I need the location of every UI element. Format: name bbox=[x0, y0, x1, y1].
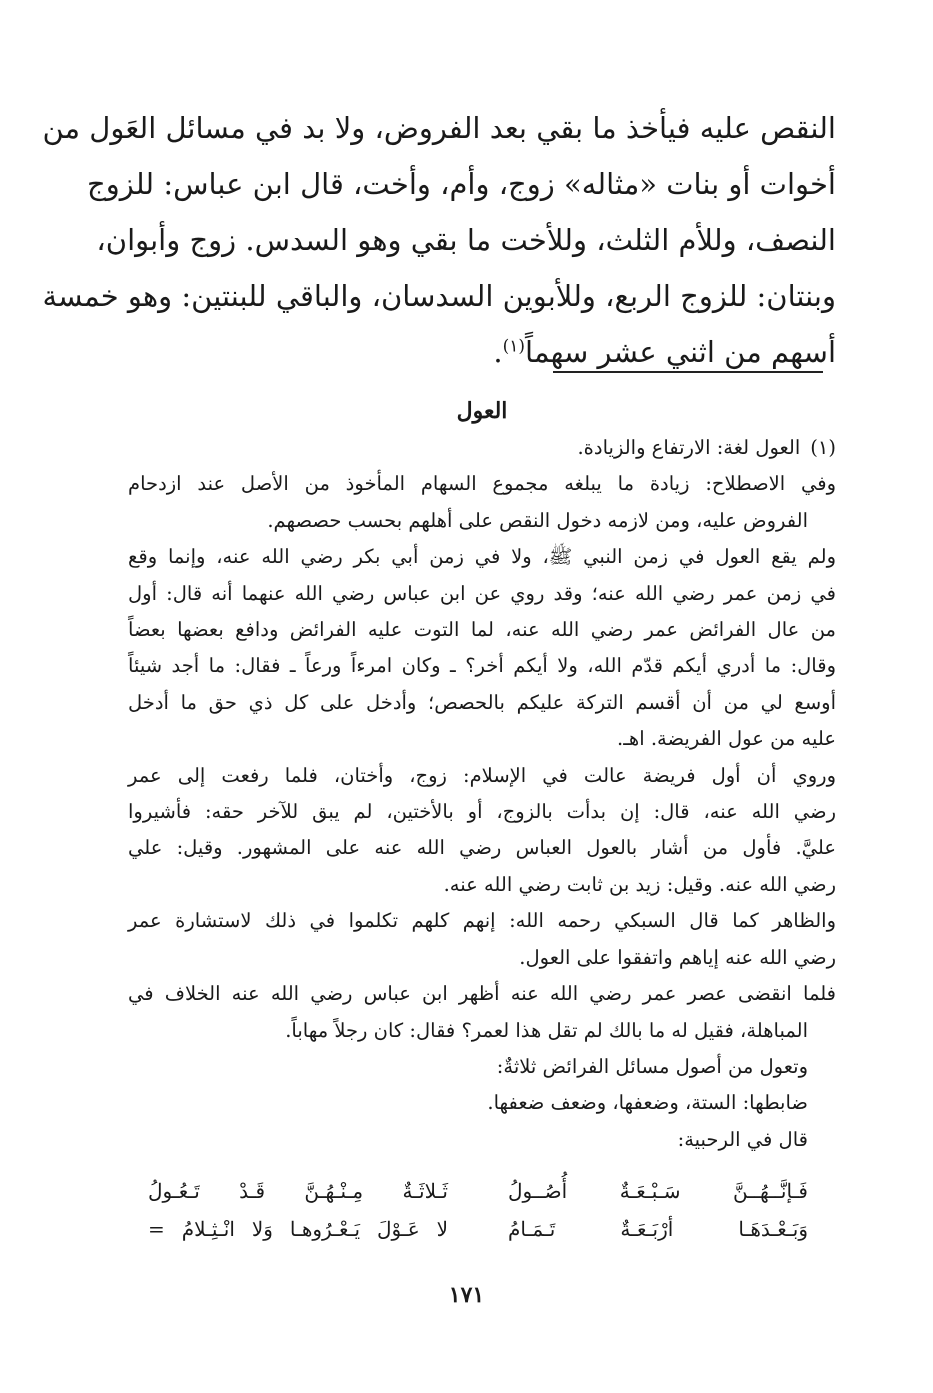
footnote-line: وفي الاصطلاح: زيادة ما يبلغه مجموع السهام المأخوذ من الأصل عند ازدحام bbox=[128, 472, 836, 496]
poem-verse bbox=[128, 1210, 836, 1248]
footnote-line: فلما انقضى عصر عمر رضي الله عنه أظهر ابن عباس رضي الله عنه الخلاف في bbox=[128, 982, 836, 1006]
footnote-line: وروي أن أول فريضة عالت في الإسلام: زوج، وأختان، فلما رفعت إلى عمر bbox=[128, 763, 836, 787]
footnote-line: وقال: ما أدري أيكم قدّم الله، ولا أيكم أخر؟ ـ وكان امرءاً ورعاً ـ فقال: ما أجد شيئاً bbox=[128, 654, 836, 678]
poem-hemistich-first: وَبَـعْـدَهَـا أرْبَـعَـةٌ تَـمَـامُ bbox=[508, 1217, 808, 1241]
footnote-line: قال في الرحبية: bbox=[677, 1127, 808, 1151]
footnote-line: ضابطها: الستة، وضعفها، وضعف ضعفها. bbox=[487, 1091, 808, 1115]
main-line: النقص عليه فيأخذ ما بقي بعد الفروض، ولا بد في مسائل العَول من bbox=[42, 111, 836, 145]
poem-hemistich-second: لا عَـوْلَ يَـعْـرُوهـا وَلا انْـثِـلامُ = bbox=[148, 1217, 448, 1241]
footnote-line: عليَّ. فأول من أشار بالعول العباس رضي الله عنه على المشهور. وقيل: علي bbox=[128, 836, 836, 860]
main-line: أخوات أو بنات «مثاله» زوج، وأم، وأخت، قال ابن عباس: للزوج bbox=[86, 167, 836, 201]
main-last-end: . bbox=[493, 335, 503, 369]
footnote-line: الفروض عليه، ومن لازمه دخول النقص على أهلهم بحسب حصصهم. bbox=[267, 508, 808, 532]
footnote-line: رضي الله عنه. وقيل: زيد بن ثابت رضي الله عنه. bbox=[443, 872, 836, 896]
main-line: وبنتان: للزوج الربع، وللأبوين السدسان، والباقي للبنتين: وهو خمسة bbox=[42, 279, 836, 313]
footnote-line: عليه من عول الفريضة. اهـ. bbox=[617, 727, 836, 751]
footnote-line: من عال الفرائض عمر رضي الله عنه، لما التوت عليه الفرائض ودافع بعضها بعضاً bbox=[128, 618, 836, 642]
poem-hemistich-first: فَـإنَّــهُــنَّ سَـبْـعَـةٌ أُصُــولُ bbox=[508, 1179, 808, 1203]
footnote-line: رضي الله عنه، قال: إن بدأت بالزوج، أو بالأختين، لم يبق للآخر حقه: فأشيروا bbox=[128, 800, 836, 824]
main-paragraph bbox=[42, 100, 836, 380]
footnote-number: (١) bbox=[810, 436, 836, 459]
footnote-line: ولم يقع العول في زمن النبي ﷺ، ولا في زمن أبي بكر رضي الله عنه، وإنما وقع bbox=[128, 545, 836, 569]
main-line: النصف، وللأم الثلث، وللأخت ما بقي وهو السدس. زوج وأبوان، bbox=[96, 223, 836, 257]
footnote-line: رضي الله عنه إياهم واتفقوا على العول. bbox=[519, 945, 836, 969]
footnote-line: والظاهر كما قال السبكي رحمه الله: إنهم كلهم تكلموا في ذلك لاستشارة عمر bbox=[128, 909, 836, 933]
footnote-line-text: العول لغة: الارتفاع والزيادة. bbox=[577, 436, 801, 459]
footnote-separator bbox=[553, 371, 823, 373]
footnote-line: في زمن عمر رضي الله عنه؛ وقد روي عن ابن عباس رضي الله عنهما أنه قال: أول bbox=[128, 581, 836, 605]
poem-verse bbox=[128, 1172, 836, 1210]
footnote-line-first bbox=[128, 430, 836, 466]
page-number: ١٧١ bbox=[448, 1282, 485, 1308]
footnote-line: أوسع لي من أن أقسم التركة عليكم بالحصص؛ وأدخل على كل ذي حق ما أدخل bbox=[128, 690, 836, 714]
footnote-heading: العول bbox=[456, 398, 508, 424]
footnotes-section bbox=[128, 398, 836, 1158]
main-last-text: أسهم من اثني عشر سهماً bbox=[525, 335, 836, 369]
footnote-line: المباهلة، فقيل له ما بالك لم تقل هذا لعمر؟ فقال: كان رجلاً مهاباً. bbox=[285, 1018, 808, 1042]
poem-verses bbox=[128, 1172, 836, 1248]
footnote-line: وتعول من أصول مسائل الفرائض ثلاثةٌ: bbox=[496, 1054, 808, 1078]
poem-hemistich-second: ثَـلاثَـةٌ مِـنْـهُـنَّ قَـدْ تَـعُـولُ bbox=[148, 1179, 448, 1203]
footnote-marker: (١) bbox=[502, 336, 525, 357]
